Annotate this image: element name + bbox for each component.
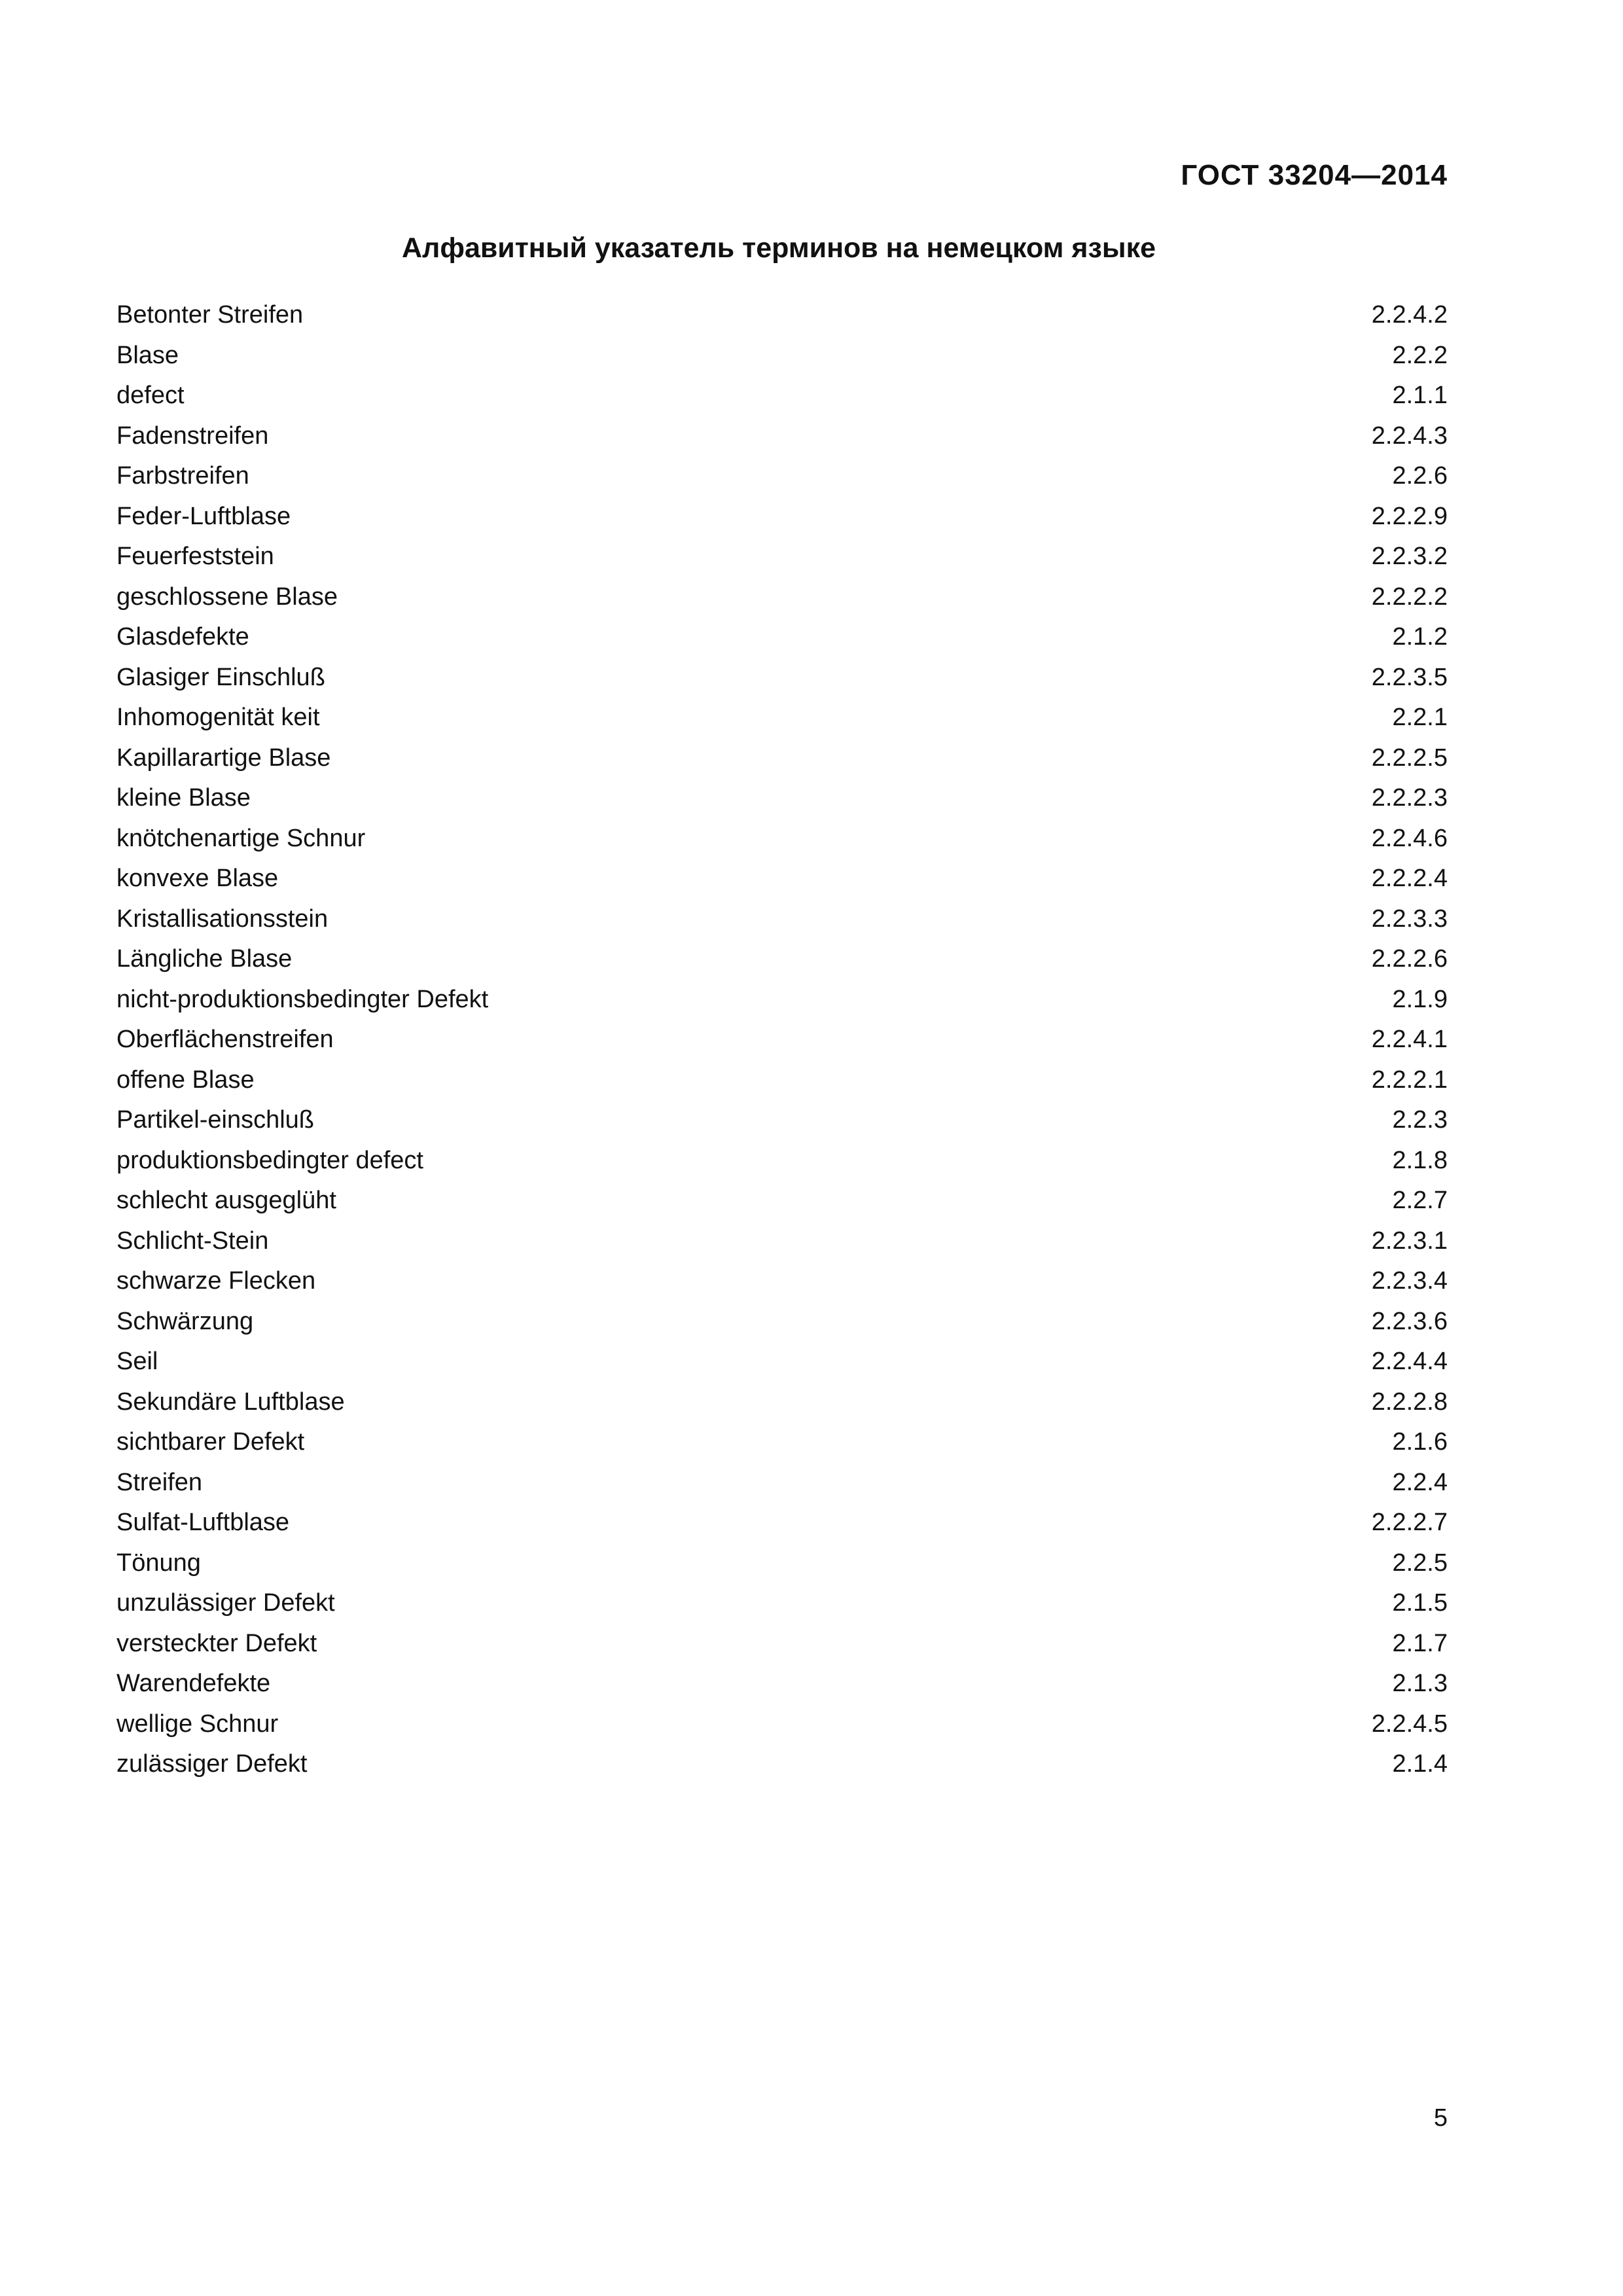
- index-entry: [116, 939, 1448, 980]
- index-entry: [116, 1181, 1448, 1221]
- index-term: Feuerfeststein: [116, 543, 274, 570]
- index-reference-number: 2.1.8: [1392, 1146, 1448, 1174]
- index-entry: [116, 1583, 1448, 1624]
- index-term: Glasiger Einschluß: [116, 663, 325, 691]
- index-entry: [116, 1221, 1448, 1262]
- index-reference-number: 2.2.3.2: [1371, 543, 1448, 570]
- index-entry: [116, 1624, 1448, 1664]
- index-entry: [116, 1744, 1448, 1785]
- index-reference-number: 2.2.3.5: [1371, 663, 1448, 691]
- index-term: nicht-produktionsbedingter Defekt: [116, 985, 489, 1013]
- index-reference-number: 2.1.5: [1392, 1589, 1448, 1617]
- index-term: sichtbarer Defekt: [116, 1428, 305, 1456]
- index-reference-number: 2.2.4.1: [1371, 1026, 1448, 1053]
- index-entry: [116, 1100, 1448, 1141]
- index-term: offene Blase: [116, 1066, 255, 1094]
- document-code: ГОСТ 33204—2014: [1181, 159, 1448, 191]
- index-term: Feder-Luftblase: [116, 502, 291, 530]
- index-reference-number: 2.2.2.8: [1371, 1388, 1448, 1416]
- index-term: unzulässiger Defekt: [116, 1589, 335, 1617]
- index-term: defect: [116, 382, 185, 409]
- index-reference-number: 2.2.2.9: [1371, 502, 1448, 530]
- index-reference-number: 2.2.3.1: [1371, 1227, 1448, 1255]
- index-term: Partikel-einschluß: [116, 1106, 314, 1134]
- index-entry: [116, 1060, 1448, 1101]
- index-entry: [116, 1261, 1448, 1302]
- index-term: wellige Schnur: [116, 1710, 279, 1738]
- index-entry: [116, 658, 1448, 698]
- index-entry: [116, 617, 1448, 658]
- index-reference-number: 2.2.2.6: [1371, 945, 1448, 973]
- index-reference-number: 2.2.2.7: [1371, 1509, 1448, 1536]
- index-reference-number: 2.2.2.3: [1371, 784, 1448, 812]
- index-reference-number: 2.1.9: [1392, 985, 1448, 1013]
- index-reference-number: 2.2.3: [1392, 1106, 1448, 1134]
- index-reference-number: 2.1.1: [1392, 382, 1448, 409]
- index-term: Inhomogenität keit: [116, 704, 320, 731]
- index-term: kleine Blase: [116, 784, 251, 812]
- index-reference-number: 2.2.3.3: [1371, 905, 1448, 933]
- index-reference-number: 2.2.7: [1392, 1187, 1448, 1214]
- index-reference-number: 2.1.4: [1392, 1750, 1448, 1778]
- index-term: Sekundäre Luftblase: [116, 1388, 345, 1416]
- index-entry: [116, 295, 1448, 336]
- index-reference-number: 2.2.2: [1392, 341, 1448, 369]
- index-term: Längliche Blase: [116, 945, 293, 973]
- index-term: Farbstreifen: [116, 462, 249, 490]
- index-reference-number: 2.2.6: [1392, 462, 1448, 490]
- index-entry: [116, 1382, 1448, 1423]
- index-term: versteckter Defekt: [116, 1629, 317, 1657]
- page-number: 5: [1433, 2104, 1448, 2132]
- index-term: schwarze Flecken: [116, 1267, 316, 1295]
- index-title: Алфавитный указатель терминов на немецком языке: [401, 232, 1156, 264]
- index-term: produktionsbedingter defect: [116, 1146, 423, 1174]
- index-entry: [116, 537, 1448, 577]
- index-term: konvexe Blase: [116, 865, 279, 892]
- index-term: Streifen: [116, 1468, 202, 1496]
- index-term: Oberflächenstreifen: [116, 1026, 334, 1053]
- index-entry: [116, 1020, 1448, 1060]
- index-term: Blase: [116, 341, 179, 369]
- index-entry: [116, 577, 1448, 618]
- index-entry: [116, 1342, 1448, 1382]
- index-entry: [116, 698, 1448, 738]
- index-term: Schwärzung: [116, 1307, 254, 1335]
- index-term: Fadenstreifen: [116, 422, 269, 450]
- index-entry: [116, 1463, 1448, 1503]
- index-reference-number: 2.2.3.6: [1371, 1307, 1448, 1335]
- index-term: geschlossene Blase: [116, 583, 338, 611]
- index-reference-number: 2.1.3: [1392, 1670, 1448, 1697]
- index-reference-number: 2.1.7: [1392, 1629, 1448, 1657]
- index-term: Sulfat-Luftblase: [116, 1509, 290, 1536]
- index-entry: [116, 336, 1448, 376]
- index-reference-number: 2.2.1: [1392, 704, 1448, 731]
- index-entry: [116, 859, 1448, 899]
- index-term: zulässiger Defekt: [116, 1750, 308, 1778]
- index-reference-number: 2.1.6: [1392, 1428, 1448, 1456]
- index-entry: [116, 497, 1448, 537]
- index-entry: [116, 899, 1448, 940]
- index-reference-number: 2.2.2.4: [1371, 865, 1448, 892]
- index-term: Seil: [116, 1348, 158, 1375]
- index-term: schlecht ausgeglüht: [116, 1187, 336, 1214]
- index-entry: [116, 778, 1448, 819]
- index-reference-number: 2.2.4.3: [1371, 422, 1448, 450]
- index-term: knötchenartige Schnur: [116, 824, 366, 852]
- index-term: Schlicht-Stein: [116, 1227, 269, 1255]
- index-entry: [116, 376, 1448, 416]
- index-reference-number: 2.2.2.2: [1371, 583, 1448, 611]
- index-entry: [116, 980, 1448, 1020]
- index-reference-number: 2.2.2.1: [1371, 1066, 1448, 1094]
- index-reference-number: 2.2.4.5: [1371, 1710, 1448, 1738]
- index-term: Betonter Streifen: [116, 301, 304, 329]
- index-term: Tönung: [116, 1549, 201, 1577]
- index-entry: [116, 456, 1448, 497]
- index-reference-number: 2.2.3.4: [1371, 1267, 1448, 1295]
- index-reference-number: 2.2.4.6: [1371, 824, 1448, 852]
- index-term: Glasdefekte: [116, 623, 249, 651]
- index-term: Warendefekte: [116, 1670, 271, 1697]
- index-entry: [116, 1141, 1448, 1181]
- index-reference-number: 2.2.5: [1392, 1549, 1448, 1577]
- index-entry: [116, 1302, 1448, 1342]
- index-entry: [116, 1422, 1448, 1463]
- index-reference-number: 2.2.4.4: [1371, 1348, 1448, 1375]
- term-index-list: [116, 295, 1448, 1785]
- index-term: Kristallisationsstein: [116, 905, 329, 933]
- index-entry: [116, 416, 1448, 457]
- index-term: Kapillarartige Blase: [116, 744, 331, 772]
- index-entry: [116, 1543, 1448, 1584]
- index-entry: [116, 1664, 1448, 1704]
- index-entry: [116, 738, 1448, 779]
- index-entry: [116, 1704, 1448, 1745]
- index-entry: [116, 1503, 1448, 1543]
- index-reference-number: 2.2.4: [1392, 1468, 1448, 1496]
- index-reference-number: 2.2.4.2: [1371, 301, 1448, 329]
- index-entry: [116, 819, 1448, 859]
- index-reference-number: 2.1.2: [1392, 623, 1448, 651]
- index-reference-number: 2.2.2.5: [1371, 744, 1448, 772]
